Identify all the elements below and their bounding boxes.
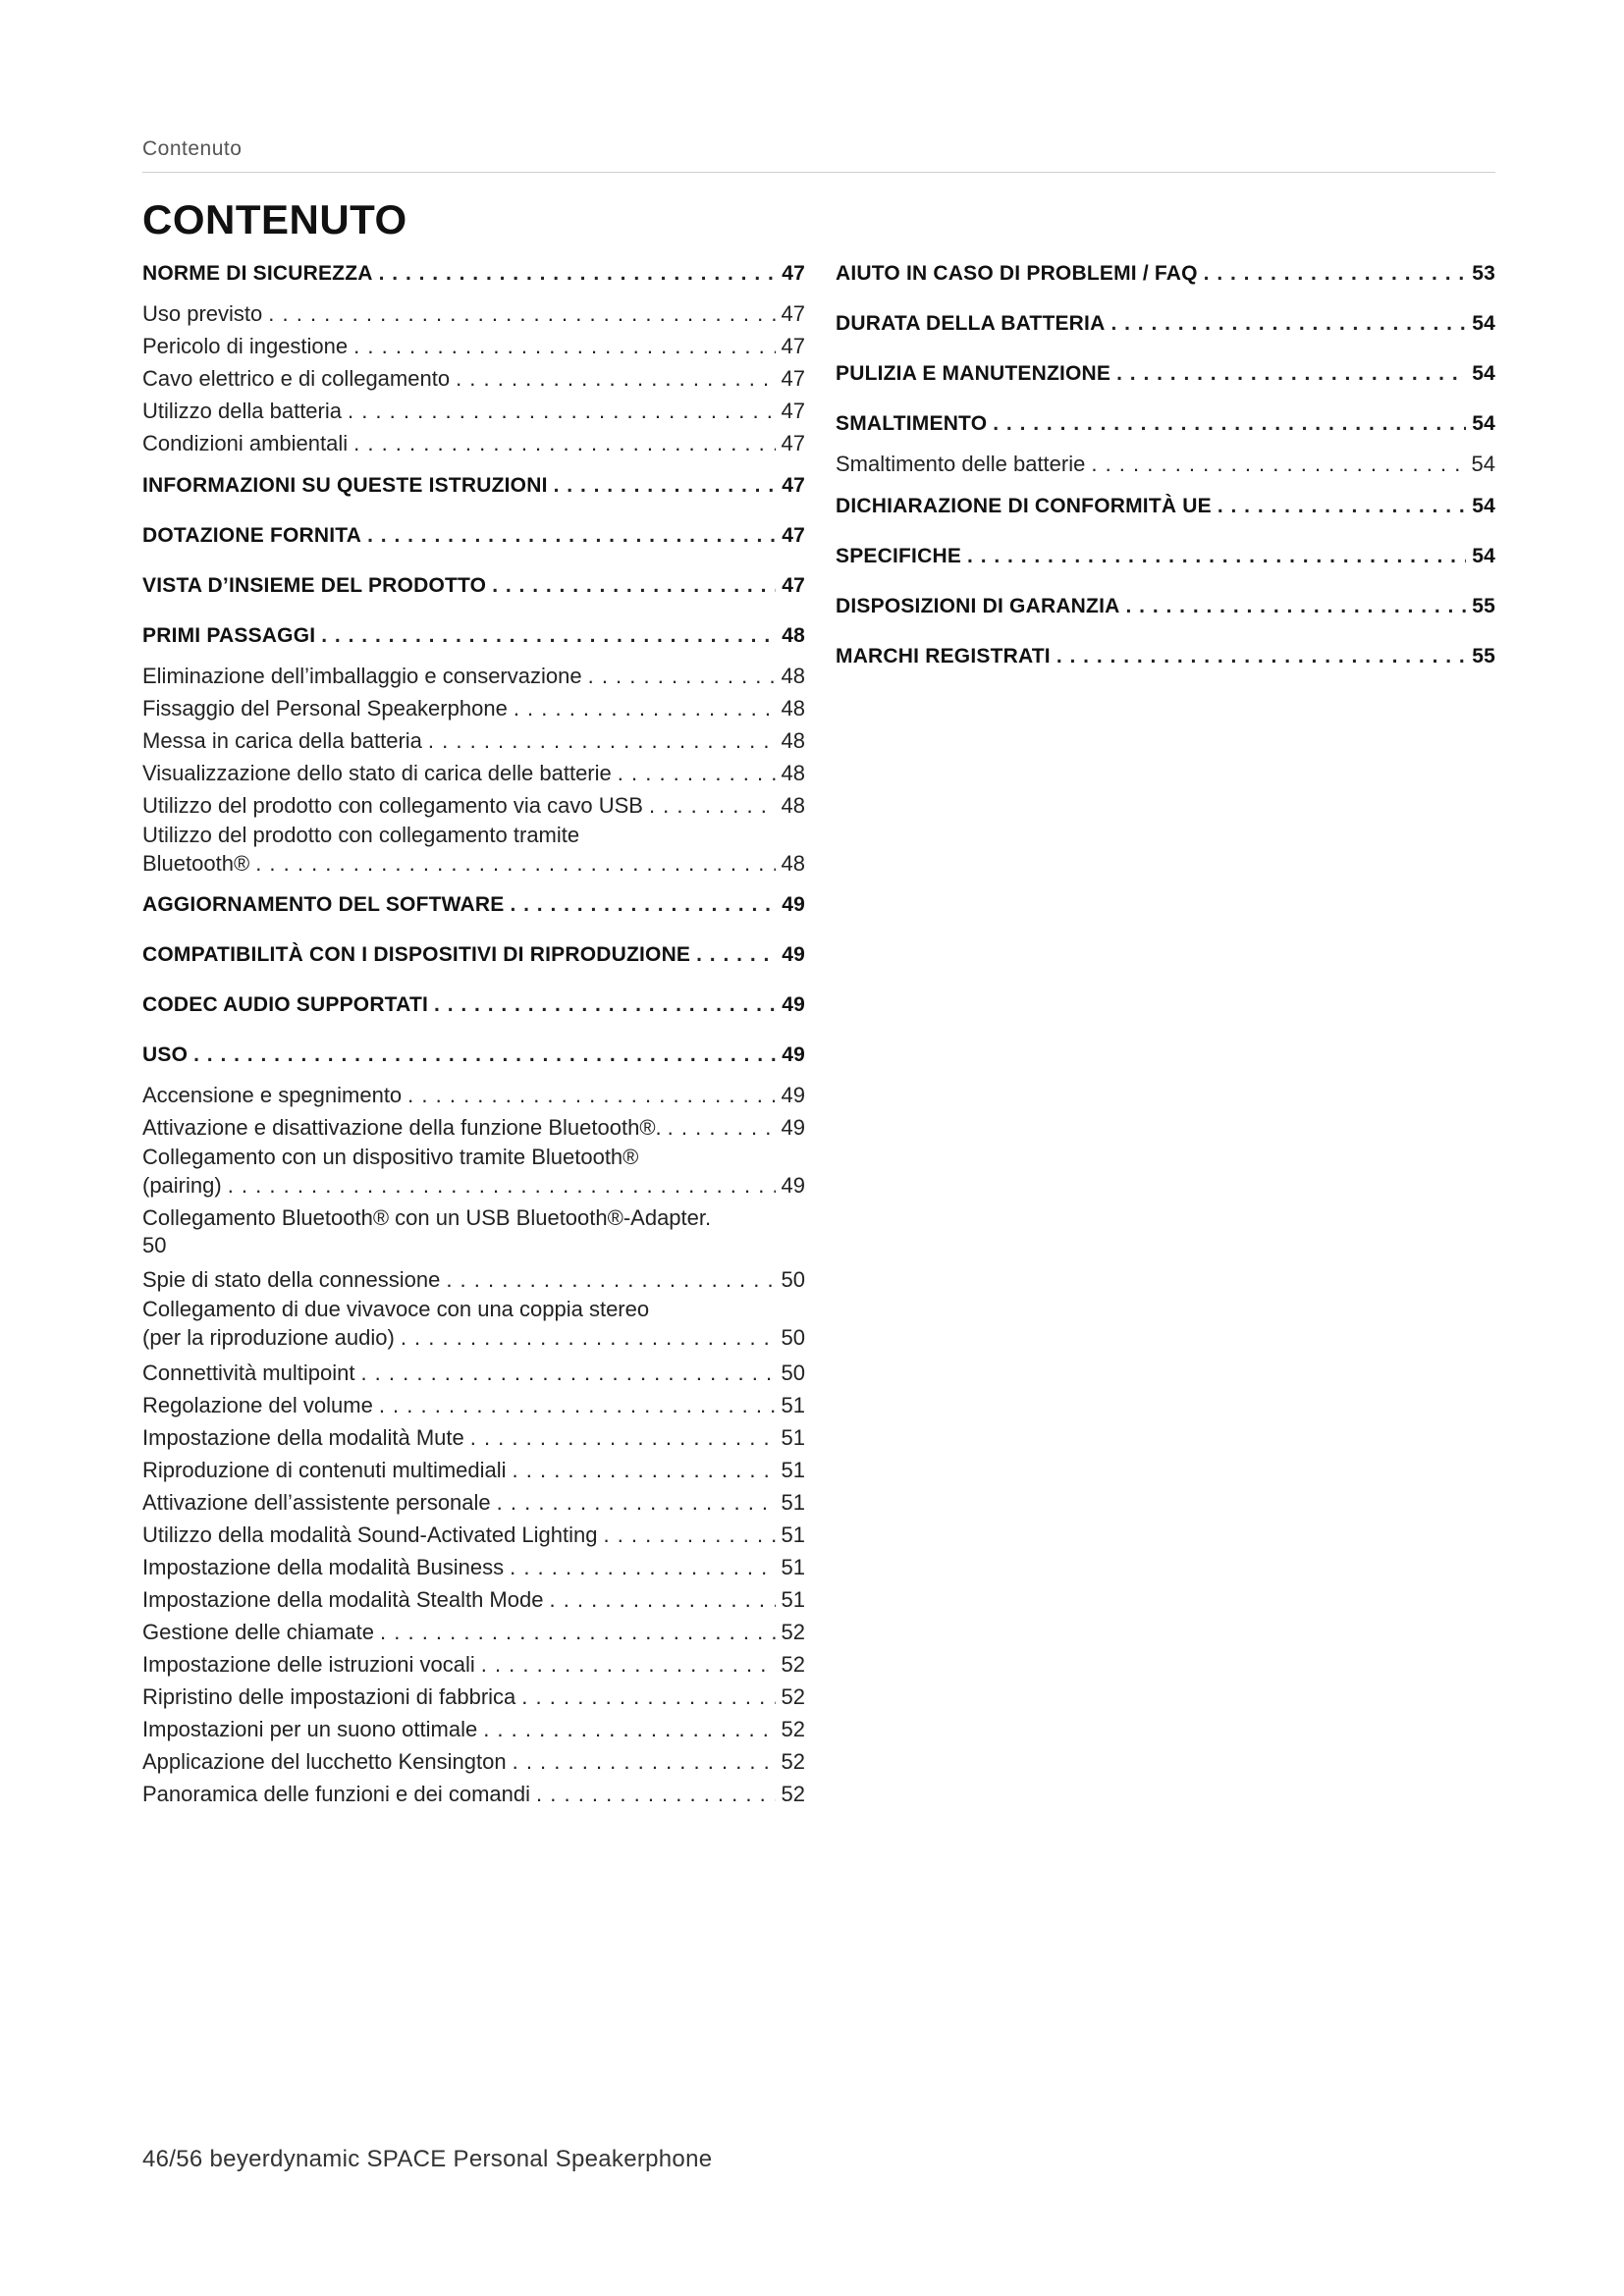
toc-section-page: 54 [1472, 312, 1495, 335]
toc-subentry-label: Messa in carica della batteria [142, 728, 422, 753]
toc-subentry-label: Impostazione delle istruzioni vocali [142, 1652, 475, 1677]
running-header: Contenuto [142, 137, 243, 160]
toc-subentry-label: Eliminazione dell’imballaggio e conservazione [142, 664, 582, 688]
toc-subentry-cont-label: Bluetooth® [142, 851, 250, 876]
dot-leader [510, 1551, 775, 1583]
dot-leader [1125, 590, 1466, 623]
toc-section-label: DICHIARAZIONE DI CONFORMITÀ UE [836, 495, 1212, 517]
toc-section-page: 48 [782, 624, 805, 647]
toc-section-label: PULIZIA E MANUTENZIONE [836, 362, 1111, 385]
toc-section[interactable] [836, 540, 1495, 573]
toc-section-page: 47 [782, 524, 805, 547]
toc-subentry-label: Attivazione dell’assistente personale [142, 1490, 491, 1515]
toc-subentry-page: 52 [781, 1749, 805, 1774]
toc-subentry-label: Gestione delle chiamate [142, 1620, 375, 1644]
toc-subentry-page: 52 [781, 1620, 805, 1644]
dot-leader [696, 938, 776, 972]
toc-subentry-page: 47 [781, 399, 805, 423]
toc-section-label: MARCHI REGISTRATI [836, 645, 1051, 667]
toc-section-page: 49 [782, 1043, 805, 1066]
toc-subentry-label: Accensione e spegnimento [142, 1083, 403, 1107]
toc-subentry-page: 47 [781, 431, 805, 455]
toc-subentry-page: 51 [781, 1458, 805, 1482]
toc-section[interactable] [836, 490, 1495, 523]
dot-leader [549, 1583, 775, 1616]
toc-section-page: 49 [782, 993, 805, 1016]
dot-leader [1204, 257, 1467, 291]
toc-subentry[interactable] [142, 1681, 805, 1713]
dot-leader [603, 1519, 775, 1551]
toc-subentry-label: Applicazione del lucchetto Kensington [142, 1749, 507, 1774]
toc-subentry-page: 51 [781, 1587, 805, 1612]
dot-leader [353, 427, 775, 459]
toc-subentry-page: 51 [781, 1555, 805, 1579]
page-title: CONTENUTO [142, 196, 407, 242]
toc-subentry-label: Pericolo di ingestione [142, 334, 349, 358]
toc-section[interactable] [142, 569, 805, 603]
dot-leader [993, 407, 1466, 441]
toc-subentry[interactable] [142, 1745, 805, 1778]
toc-subentry-label: Visualizzazione dello stato di carica delle batterie [142, 761, 612, 785]
toc-subentry-cont[interactable] [142, 849, 805, 879]
toc-subentry-page: 51 [781, 1490, 805, 1515]
toc-subentry-page: 49 [781, 1083, 805, 1107]
toc-section-page: 49 [782, 943, 805, 966]
dot-leader [255, 849, 775, 879]
dot-leader [536, 1778, 776, 1810]
toc-subentry-label: Condizioni ambientali [142, 431, 349, 455]
toc-subentry-label: Utilizzo del prodotto con collegamento via cavo USB [142, 793, 643, 818]
toc-section[interactable] [142, 469, 805, 503]
toc-subsection-list [142, 660, 805, 879]
toc-subentry[interactable] [142, 692, 805, 724]
toc-subentry-page: 54 [1471, 452, 1495, 476]
dot-leader [497, 1486, 776, 1519]
toc-section[interactable] [836, 357, 1495, 391]
toc-subentry-label-line1: Collegamento con un dispositivo tramite Bluetooth® [142, 1145, 639, 1169]
toc-section[interactable] [142, 988, 805, 1022]
header-divider [142, 172, 1495, 173]
dot-leader [649, 789, 776, 822]
toc-subsection-list [142, 1079, 805, 1810]
dot-leader [668, 1111, 776, 1144]
dot-leader [348, 395, 776, 427]
toc-section-page: 54 [1472, 495, 1495, 517]
toc-section-label: CODEC AUDIO SUPPORTATI [142, 993, 429, 1016]
toc-subentry[interactable] [142, 660, 805, 692]
dot-leader [446, 1263, 775, 1296]
toc-subentry-page: 48 [781, 728, 805, 753]
toc-subentry-page: 47 [781, 334, 805, 358]
toc-subentry-label: Ripristino delle impostazioni di fabbrica [142, 1684, 516, 1709]
toc-section[interactable] [142, 519, 805, 553]
toc-section-label: SMALTIMENTO [836, 412, 988, 435]
toc-subentry-cont[interactable] [142, 1171, 805, 1201]
toc-section[interactable] [836, 307, 1495, 341]
toc-section-label: COMPATIBILITÀ CON I DISPOSITIVI DI RIPRODUZIONE [142, 943, 691, 966]
toc-section-label: INFORMAZIONI SU QUESTE ISTRUZIONI [142, 474, 548, 497]
toc-subentry-label: Regolazione del volume [142, 1393, 373, 1417]
toc-section-label: AGGIORNAMENTO DEL SOFTWARE [142, 893, 505, 916]
dot-leader [554, 469, 777, 503]
dot-leader [379, 1389, 776, 1421]
toc-subentry[interactable] [142, 1144, 805, 1201]
dot-leader [353, 330, 775, 362]
dot-leader [470, 1421, 776, 1454]
toc-section-label: NORME DI SICUREZZA [142, 262, 373, 285]
toc-section[interactable] [836, 640, 1495, 673]
dot-leader [1116, 357, 1466, 391]
dot-leader [367, 519, 776, 553]
toc-subentry-page: 52 [781, 1684, 805, 1709]
toc-section[interactable] [836, 407, 1495, 441]
dot-leader [588, 660, 776, 692]
toc-section-label: DURATA DELLA BATTERIA [836, 312, 1106, 335]
toc-subentry-cont-page: 50 [781, 1325, 805, 1350]
dot-leader [407, 1079, 775, 1111]
toc-subentry-label: Panoramica delle funzioni e dei comandi [142, 1782, 531, 1806]
toc-section-label: VISTA D’INSIEME DEL PRODOTTO [142, 574, 487, 597]
toc-subentry[interactable] [142, 724, 805, 757]
toc-section-page: 47 [782, 574, 805, 597]
dot-leader [268, 297, 775, 330]
toc-subentry[interactable] [142, 1778, 805, 1810]
dot-leader [510, 888, 776, 922]
toc-subentry[interactable] [142, 1111, 805, 1144]
toc-subentry-label: Cavo elettrico e di collegamento [142, 366, 451, 391]
toc-subentry-page: 51 [781, 1522, 805, 1547]
toc-subentry[interactable] [836, 448, 1495, 480]
toc-section[interactable] [142, 257, 805, 291]
toc-subentry[interactable] [142, 427, 805, 459]
toc-section[interactable] [142, 619, 805, 653]
toc-subentry-label-line1: Collegamento di due vivavoce con una coppia stereo [142, 1297, 650, 1321]
toc-subentry-page: 52 [781, 1782, 805, 1806]
toc-subentry[interactable] [142, 757, 805, 789]
toc-subentry-page: 51 [781, 1425, 805, 1450]
toc-section[interactable] [142, 938, 805, 972]
dot-leader [1110, 307, 1466, 341]
toc-subentry-cont[interactable] [142, 1323, 805, 1353]
toc-subentry[interactable] [142, 362, 805, 395]
toc-subentry-label: Riproduzione di contenuti multimediali [142, 1458, 507, 1482]
toc-section-page: 47 [782, 262, 805, 285]
toc-section-label: USO [142, 1043, 189, 1066]
toc-subentry-label: Impostazione della modalità Stealth Mode [142, 1587, 544, 1612]
toc-subentry[interactable] [142, 1079, 805, 1111]
toc-subentry-cont-page: 49 [781, 1173, 805, 1198]
dot-leader [618, 757, 776, 789]
dot-leader [967, 540, 1466, 573]
dot-leader [428, 724, 776, 757]
dot-leader [513, 1745, 776, 1778]
toc-subentry[interactable] [142, 789, 805, 822]
toc-section-label: PRIMI PASSAGGI [142, 624, 316, 647]
toc-section[interactable] [142, 1039, 805, 1072]
toc-subentry[interactable] [142, 1454, 805, 1486]
toc-subentry-label: Utilizzo della modalità Sound-Activated Lighting [142, 1522, 598, 1547]
toc-subentry-label: Utilizzo della batteria [142, 399, 342, 423]
toc-subentry[interactable] [142, 1616, 805, 1648]
toc-subentry[interactable] [142, 395, 805, 427]
toc-subentry-page: 48 [781, 696, 805, 721]
toc-subentry-page: 49 [781, 1115, 805, 1140]
toc-subentry-page: 48 [781, 761, 805, 785]
toc-subentry[interactable] [142, 1583, 805, 1616]
toc-subentry-label: Connettività multipoint [142, 1361, 355, 1385]
toc-subentry-cont-page: 48 [781, 851, 805, 876]
toc-subentry[interactable] [142, 1204, 805, 1259]
toc-subentry-label: Uso previsto [142, 301, 263, 326]
dot-leader [481, 1648, 776, 1681]
dot-leader [228, 1171, 776, 1201]
toc-section[interactable] [836, 257, 1495, 291]
toc-subentry[interactable] [142, 1296, 805, 1353]
toc-subentry[interactable] [142, 1486, 805, 1519]
toc-subentry[interactable] [142, 1421, 805, 1454]
dot-leader [1218, 490, 1466, 523]
toc-section-page: 49 [782, 893, 805, 916]
toc-section-page: 54 [1472, 362, 1495, 385]
toc-subentry[interactable] [142, 297, 805, 330]
toc-subentry-cont-label: (per la riproduzione audio) [142, 1325, 395, 1350]
toc-subentry[interactable] [142, 1713, 805, 1745]
toc-section[interactable] [836, 590, 1495, 623]
toc-subentry-label: Impostazione della modalità Mute [142, 1425, 464, 1450]
dot-leader [456, 362, 775, 395]
dot-leader [492, 569, 776, 603]
dot-leader [380, 1616, 775, 1648]
toc-subentry-label: Spie di stato della connessione [142, 1267, 441, 1292]
toc-section-label: SPECIFICHE [836, 545, 962, 567]
toc-subentry-label: Impostazione della modalità Business [142, 1555, 505, 1579]
toc-subentry[interactable] [142, 1648, 805, 1681]
toc-section-page: 53 [1472, 262, 1495, 285]
page-footer: 46/56 beyerdynamic SPACE Personal Speakerphone [142, 2146, 713, 2172]
toc-subentry-label-line1: Collegamento Bluetooth® con un USB Bluetooth®-Adapter. [142, 1205, 712, 1230]
toc-subentry-label-line1: Utilizzo del prodotto con collegamento tramite [142, 823, 580, 847]
toc-section-label: AIUTO IN CASO DI PROBLEMI / FAQ [836, 262, 1198, 285]
toc-section-page: 54 [1472, 545, 1495, 567]
toc-section-page: 55 [1472, 645, 1495, 667]
toc-section-label: DOTAZIONE FORNITA [142, 524, 362, 547]
toc-subentry-page: 50 [781, 1361, 805, 1385]
toc-subentry-page: 47 [781, 366, 805, 391]
toc-subentry-page: 50 [781, 1267, 805, 1292]
toc-section-page: 55 [1472, 595, 1495, 617]
dot-leader [193, 1039, 776, 1072]
toc-subentry-page: 52 [781, 1652, 805, 1677]
toc-subentry-page: 48 [781, 664, 805, 688]
dot-leader [379, 257, 777, 291]
toc-subsection-list [142, 297, 805, 459]
toc-subentry[interactable] [142, 822, 805, 879]
toc-subentry[interactable] [142, 1551, 805, 1583]
dot-leader [1056, 640, 1466, 673]
dot-leader [513, 1454, 776, 1486]
toc-subentry[interactable] [142, 330, 805, 362]
toc-subentry-page: 48 [781, 793, 805, 818]
toc-right-column [836, 257, 1495, 690]
toc-subentry-label: Fissaggio del Personal Speakerphone [142, 696, 508, 721]
toc-subentry-page: 47 [781, 301, 805, 326]
toc-left-column [142, 257, 805, 1820]
dot-leader [521, 1681, 775, 1713]
toc-subentry[interactable] [142, 1389, 805, 1421]
dot-leader [483, 1713, 775, 1745]
toc-subentry[interactable] [142, 1519, 805, 1551]
toc-subentry-label-line2: 50 [142, 1233, 167, 1257]
dot-leader [514, 692, 776, 724]
toc-subentry-label: Smaltimento delle batterie [836, 452, 1086, 476]
toc-section-page: 47 [782, 474, 805, 497]
toc-subentry-cont-label: (pairing) [142, 1173, 222, 1198]
toc-subsection-list [836, 448, 1495, 480]
dot-leader [321, 619, 776, 653]
toc-subentry-label: Impostazioni per un suono ottimale [142, 1717, 478, 1741]
dot-leader [1091, 448, 1465, 480]
toc-subentry-page: 52 [781, 1717, 805, 1741]
toc-subentry[interactable] [142, 1357, 805, 1389]
toc-subentry-page: 51 [781, 1393, 805, 1417]
toc-subentry[interactable] [142, 1263, 805, 1296]
dot-leader [401, 1323, 776, 1353]
toc-subentry-label: Attivazione e disattivazione della funzione Bluetooth®. [142, 1115, 662, 1140]
toc-section-label: DISPOSIZIONI DI GARANZIA [836, 595, 1120, 617]
dot-leader [434, 988, 776, 1022]
dot-leader [360, 1357, 775, 1389]
toc-section[interactable] [142, 888, 805, 922]
toc-section-page: 54 [1472, 412, 1495, 435]
